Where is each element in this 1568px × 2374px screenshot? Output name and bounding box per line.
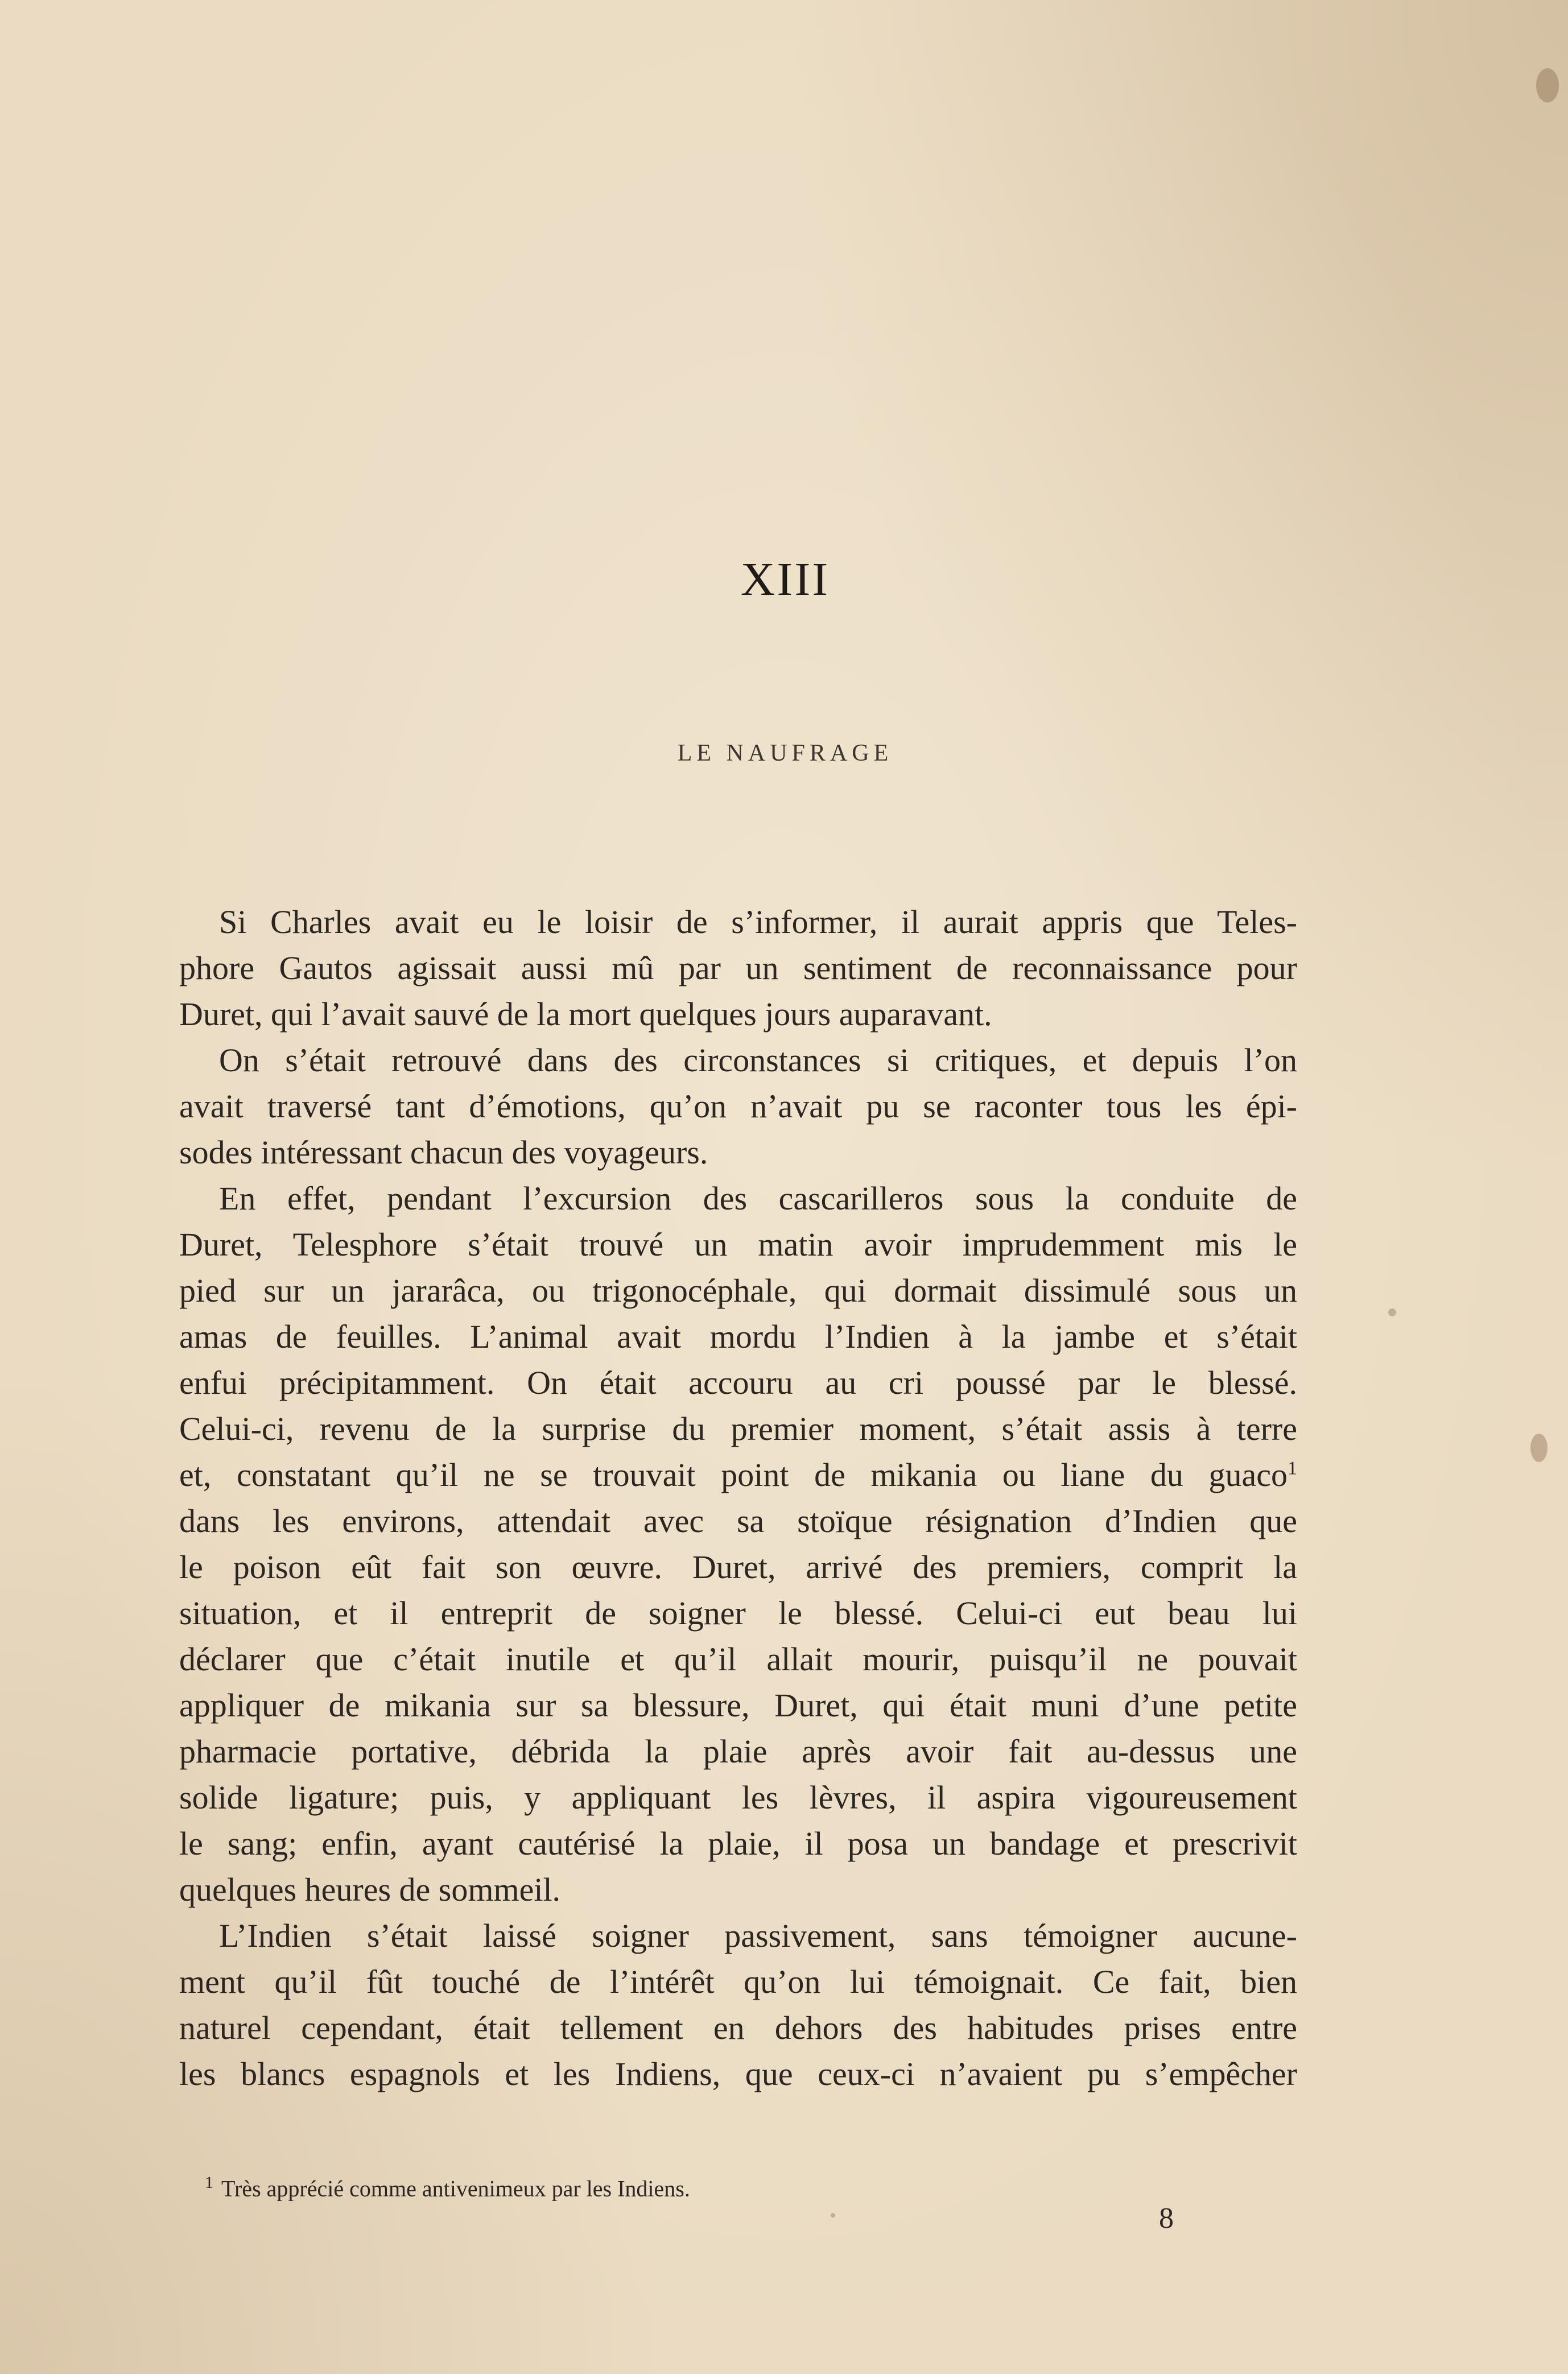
- text-line: pharmacie portative, débrida la plaie après avoir fait au-dessus une: [179, 1733, 1297, 1770]
- footnote-reference: 1: [1288, 1458, 1297, 1479]
- text-line: quelques heures de sommeil.: [179, 1871, 561, 1908]
- text-line: En effet, pendant l’excursion des cascarilleros sous la conduite de: [219, 1180, 1297, 1217]
- paper-stain: [1530, 1434, 1548, 1462]
- text-line: le sang; enfin, ayant cautérisé la plaie, il posa un bandage et prescrivit: [179, 1825, 1297, 1862]
- paper-stain: [1388, 1308, 1396, 1316]
- text-line: situation, et il entreprit de soigner le blessé. Celui-ci eut beau lui: [179, 1595, 1297, 1632]
- text-line: appliquer de mikania sur sa blessure, Duret, qui était muni d’une petite: [179, 1687, 1297, 1724]
- text-line: le poison eût fait son œuvre. Duret, arrivé des premiers, comprit la: [179, 1549, 1297, 1586]
- text-line: naturel cependant, était tellement en dehors des habitudes prises entre: [179, 2009, 1297, 2046]
- text-line-with-footnote: [179, 1452, 1297, 1498]
- text-line: déclarer que c’était inutile et qu’il allait mourir, puisqu’il ne pouvait: [179, 1641, 1297, 1678]
- text-line: Si Charles avait eu le loisir de s’informer, il aurait appris que Teles-: [219, 903, 1297, 940]
- text-line: L’Indien s’était laissé soigner passivement, sans témoigner aucune-: [219, 1917, 1297, 1954]
- text-line: Duret, Telesphore s’était trouvé un matin avoir imprudemment mis le: [179, 1226, 1297, 1263]
- text-line-content: et, constatant qu’il ne se trouvait point de mikania ou liane du guaco: [179, 1456, 1288, 1493]
- footnote: [205, 2169, 1058, 2203]
- text-line: solide ligature; puis, y appliquant les lèvres, il aspira vigoureusement: [179, 1779, 1297, 1816]
- text-line: pied sur un jararâca, ou trigonocéphale, qui dormait dissimulé sous un: [179, 1272, 1297, 1309]
- text-line: dans les environs, attendait avec sa stoïque résignation d’Indien que: [179, 1502, 1297, 1539]
- text-line: Duret, qui l’avait sauvé de la mort quelques jours auparavant.: [179, 996, 992, 1033]
- page-number: 8: [1159, 2202, 1174, 2235]
- footnote-text: Très apprécié comme antivenimeux par les Indiens.: [221, 2175, 690, 2202]
- text-line: amas de feuilles. L’animal avait mordu l’Indien à la jambe et s’était: [179, 1318, 1297, 1355]
- text-line: avait traversé tant d’émotions, qu’on n’avait pu se raconter tous les épi-: [179, 1088, 1297, 1125]
- text-line: Celui-ci, revenu de la surprise du premier moment, s’était assis à terre: [179, 1410, 1297, 1447]
- paper-stain: [1536, 68, 1559, 102]
- text-line: les blancs espagnols et les Indiens, que ceux-ci n’avaient pu s’empêcher: [179, 2055, 1297, 2092]
- text-line: phore Gautos agissait aussi mû par un sentiment de reconnaissance pour: [179, 949, 1297, 986]
- footnote-mark: 1: [205, 2173, 213, 2192]
- chapter-number: XIII: [740, 553, 830, 606]
- text-line: sodes intéressant chacun des voyageurs.: [179, 1134, 708, 1171]
- text-line: enfui précipitamment. On était accouru au cri poussé par le blessé.: [179, 1364, 1297, 1401]
- body-text: [179, 899, 1297, 2097]
- text-line: ment qu’il fût touché de l’intérêt qu’on lui témoignait. Ce fait, bien: [179, 1963, 1297, 2000]
- paper-stain: [831, 2213, 835, 2218]
- text-line: On s’était retrouvé dans des circonstances si critiques, et depuis l’on: [219, 1042, 1297, 1079]
- chapter-title: LE NAUFRAGE: [677, 740, 893, 766]
